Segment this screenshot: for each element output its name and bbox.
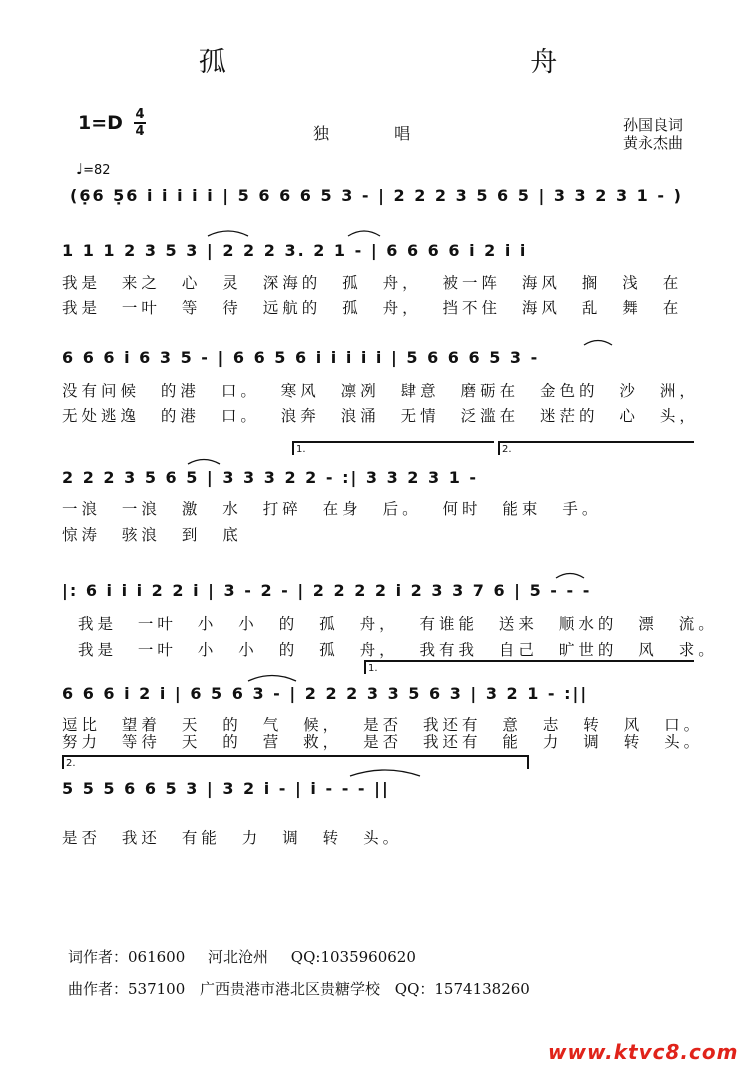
lyrics-row-4-verse-1: 我是 一叶 小 小 的 孤 舟， 有谁能 送来 顺水的 漂 流。 bbox=[78, 615, 718, 633]
footer-lyricist-info: 词作者：061600 河北沧州 QQ:1035960620 bbox=[68, 948, 416, 966]
tempo-value: =82 bbox=[83, 163, 111, 178]
notation-row-6: 5 5 5 6 6 5 3 | 3 2 i - | i - - - || bbox=[62, 779, 390, 798]
lyrics-row-1-verse-2: 我是 一叶 等 待 远航的 孤 舟， 挡不住 海风 乱 舞 在 bbox=[62, 299, 683, 317]
lyrics-row-6-verse-1: 是否 我还 有能 力 调 转 头。 bbox=[62, 829, 403, 847]
notation-row-4: |: 6 i i i 2 2 i | 3 - 2 - | 2 2 2 2 i 2 3 3 7 6 | 5 - - - bbox=[62, 581, 592, 600]
notation-row-0: (6̣6 5̣6 i i i i i | 5 6 6 6 5 3 - | 2 2 2 3 5 6 5 | 3 3 2 3 1 - ) bbox=[70, 186, 683, 205]
volta-2-label-row-6: 2. bbox=[66, 758, 76, 769]
lyrics-row-3-verse-1: 一浪 一浪 激 水 打碎 在身 后。 何时 能束 手。 bbox=[62, 500, 602, 518]
tie bbox=[350, 770, 420, 776]
lyrics-row-4-verse-2: 我是 一叶 小 小 的 孤 舟， 我有我 自己 旷世的 风 求。 bbox=[78, 641, 718, 659]
site-watermark: www.ktvc8.com bbox=[548, 1040, 739, 1064]
lyrics-row-1-verse-1: 我是 来之 心 灵 深海的 孤 舟， 被一阵 海风 搁 浅 在 bbox=[62, 274, 683, 292]
volta-1-label-row-3: 1. bbox=[296, 444, 306, 455]
lyrics-row-3-verse-2: 惊涛 骇浪 到 底 bbox=[62, 526, 242, 544]
slur bbox=[248, 676, 296, 682]
lyricist-credit: 孙国良词 bbox=[623, 116, 684, 134]
lyrics-row-2-verse-2: 无处逃逸 的港 口。 浪奔 浪涌 无情 泛滥在 迷茫的 心 头， bbox=[62, 407, 699, 425]
composer-credit: 黄永杰曲 bbox=[623, 134, 684, 152]
time-signature-bottom: 4 bbox=[135, 123, 145, 139]
footer-composer-info: 曲作者：537100 广西贵港市港北区贵糖学校 QQ：1574138260 bbox=[68, 980, 530, 998]
notation-row-1: 1 1 1 2 3 5 3 | 2 2 2 3. 2 1 - | 6 6 6 6 i 2 i i bbox=[62, 241, 528, 260]
notation-row-5: 6 6 6 i 2 i | 6 5 6 3 - | 2 2 2 3 3 5 6 3 | 3 2 1 - :|| bbox=[62, 684, 589, 703]
slur bbox=[556, 574, 584, 579]
slur bbox=[208, 231, 248, 236]
notation-row-2: 6 6 6 i 6 3 5 - | 6 6 5 6 i i i i i | 5 6 6 6 5 3 - bbox=[62, 348, 540, 367]
notation-row-3: 2 2 2 3 5 6 5 | 3 3 3 2 2 - :| 3 3 2 3 1 - bbox=[62, 468, 479, 487]
performance-type: 独 唱 bbox=[313, 124, 411, 143]
slur bbox=[188, 460, 220, 465]
page-title: 孤 舟 bbox=[198, 47, 706, 78]
lyrics-row-2-verse-1: 没有问候 的港 口。 寒风 凛冽 肆意 磨砺在 金色的 沙 洲， bbox=[62, 382, 699, 400]
slur bbox=[348, 231, 380, 236]
quarter-note-icon: ♩ bbox=[76, 160, 84, 178]
time-signature-top: 4 bbox=[135, 107, 145, 122]
key-signature: 1=D bbox=[78, 112, 123, 134]
lyrics-row-5-verse-2: 努力 等待 天 的 营 救， 是否 我还有 能 力 调 转 头。 bbox=[62, 733, 704, 751]
volta-1-label-row-5: 1. bbox=[368, 663, 378, 674]
volta-2-label-row-3: 2. bbox=[502, 444, 512, 455]
lyrics-row-5-verse-1: 逗比 望着 天 的 气 候， 是否 我还有 意 志 转 风 口。 bbox=[62, 716, 704, 734]
slur bbox=[584, 341, 612, 346]
